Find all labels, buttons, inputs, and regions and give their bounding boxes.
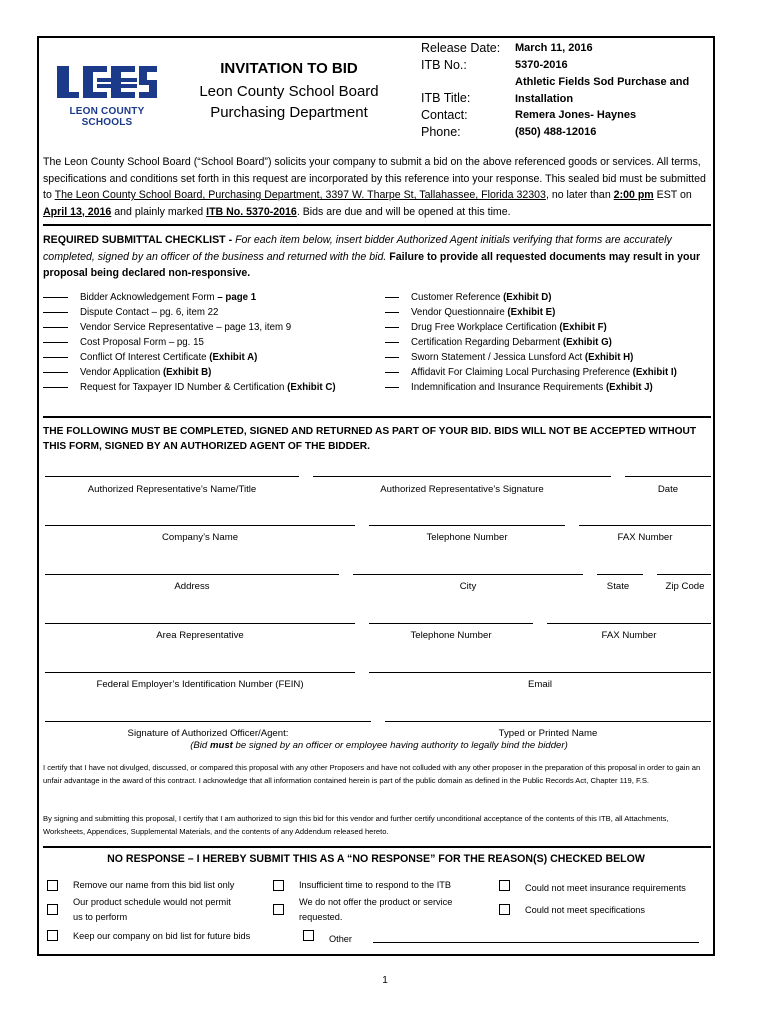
due-date: April 13, 2016 bbox=[43, 205, 112, 218]
no-response-option: Keep our company on bid list for future bids bbox=[73, 931, 251, 941]
officer-signature-line[interactable] bbox=[45, 721, 371, 722]
release-date-label: Release Date: bbox=[421, 41, 501, 55]
signature-note: (Bid must be signed by an officer or employee having authority to legally bind the bidder) bbox=[190, 740, 568, 751]
area-fax-label: FAX Number bbox=[601, 630, 657, 641]
area-telephone-label: Telephone Number bbox=[410, 630, 492, 641]
area-fax-line[interactable] bbox=[547, 623, 711, 624]
checklist-item: Indemnification and Insurance Requirements (Exhibit J) bbox=[385, 380, 677, 395]
itb-title-value-2: Installation bbox=[515, 93, 574, 105]
checklist-item: Certification Regarding Debarment (Exhibit G) bbox=[385, 335, 677, 350]
fax-label: FAX Number bbox=[617, 532, 673, 543]
telephone-label: Telephone Number bbox=[426, 532, 508, 543]
no-response-option: Remove our name from this bid list only bbox=[73, 880, 235, 890]
initial-blank[interactable] bbox=[43, 387, 68, 388]
intro-paragraph: The Leon County School Board (“School Board”) solicits your company to submit a bid on the above referenced goods or services. All terms, specifications and conditions set forth in this request are incorporated by this reference into your response. This sealed bid must be submitted to The Leon County School Board, Purchasing Department, 3397 W. Tharpe St, Tallahassee, Florida 32303, no later than 2:00 pm EST on April 13, 2016 and plainly marked ITB No. 5370-2016. Bids are due and will be opened at this time. bbox=[43, 156, 706, 218]
initial-blank[interactable] bbox=[43, 342, 68, 343]
officer-signature-label: Signature of Authorized Officer/Agent: bbox=[127, 728, 289, 739]
initial-blank[interactable] bbox=[43, 357, 68, 358]
checklist-item: Customer Reference (Exhibit D) bbox=[385, 290, 677, 305]
fein-label: Federal Employer’s Identification Number (FEIN) bbox=[96, 679, 304, 690]
checklist-item: Cost Proposal Form – pg. 15 bbox=[43, 335, 336, 350]
itb-no-value: 5370-2016 bbox=[515, 59, 568, 71]
checklist-right bbox=[385, 290, 677, 395]
initial-blank[interactable] bbox=[385, 312, 399, 313]
checklist-item: Affidavit For Claiming Local Purchasing Preference (Exhibit I) bbox=[385, 365, 677, 380]
city-label: City bbox=[459, 581, 477, 592]
checkbox-other[interactable] bbox=[303, 930, 314, 941]
typed-name-line[interactable] bbox=[385, 721, 711, 722]
itb-title-value-1: Athletic Fields Sod Purchase and bbox=[515, 76, 690, 88]
doc-title: INVITATION TO BID bbox=[220, 60, 358, 77]
no-response-option: requested. bbox=[299, 912, 343, 922]
state-line[interactable] bbox=[597, 574, 643, 575]
phone-label: Phone: bbox=[421, 125, 461, 139]
itb-marking: ITB No. 5370-2016 bbox=[206, 205, 297, 218]
no-response-title: NO RESPONSE – I HEREBY SUBMIT THIS AS A “NO RESPONSE” FOR THE REASON(S) CHECKED BELOW bbox=[107, 853, 645, 865]
other-reason-line[interactable] bbox=[373, 942, 699, 943]
certification-paragraph-2: By signing and submitting this proposal, I certify that I am authorized to sign this bid for this vendor and further certify unconditional acceptance of the contents of this ITB, all Attachments, Worksheets, Appendices, Supplemental Materials, and the contents of any Addendum released hereto. bbox=[43, 814, 669, 836]
checklist-item: Vendor Questionnaire (Exhibit E) bbox=[385, 305, 677, 320]
zip-line[interactable] bbox=[657, 574, 711, 575]
checklist-item: Request for Taxpayer ID Number & Certification (Exhibit C) bbox=[43, 380, 336, 395]
zip-label: Zip Code bbox=[665, 581, 705, 592]
rep-name-line[interactable] bbox=[45, 476, 299, 477]
area-telephone-line[interactable] bbox=[369, 623, 533, 624]
initial-blank[interactable] bbox=[385, 297, 399, 298]
checklist-item: Vendor Service Representative – page 13, item 9 bbox=[43, 320, 336, 335]
initial-blank[interactable] bbox=[385, 387, 399, 388]
checklist-item: Dispute Contact – pg. 6, item 22 bbox=[43, 305, 336, 320]
submission-address: The Leon County School Board, Purchasing Department, 3397 W. Tharpe St, Tallahassee, Florida 32303 bbox=[54, 189, 546, 201]
due-time: 2:00 pm bbox=[613, 189, 654, 201]
company-label: Company’s Name bbox=[161, 532, 239, 543]
divider bbox=[43, 224, 711, 226]
release-date-value: March 11, 2016 bbox=[515, 42, 593, 54]
no-response-option: Our product schedule would not permit bbox=[73, 897, 231, 907]
divider bbox=[43, 846, 711, 848]
no-response-option: Could not meet insurance requirements bbox=[525, 883, 686, 893]
checklist-item: Sworn Statement / Jessica Lunsford Act (Exhibit H) bbox=[385, 350, 677, 365]
email-label: Email bbox=[528, 679, 552, 690]
initial-blank[interactable] bbox=[43, 312, 68, 313]
address-line[interactable] bbox=[45, 574, 339, 575]
rep-name-label: Authorized Representative’s Name/Title bbox=[87, 484, 257, 495]
city-line[interactable] bbox=[353, 574, 583, 575]
date-line[interactable] bbox=[625, 476, 711, 477]
checklist-instructions: REQUIRED SUBMITTAL CHECKLIST - For each item below, insert bidder Authorized Agent initials verifying that forms are accurately completed, signed by an officer of the business and returned with the bid. Failure to provide all requested documents may result in your proposal being declared non-responsive. bbox=[43, 234, 701, 279]
initial-blank[interactable] bbox=[385, 372, 399, 373]
checkbox-remove-name[interactable] bbox=[47, 880, 58, 891]
email-line[interactable] bbox=[369, 672, 711, 673]
checklist-item: Bidder Acknowledgement Form – page 1 bbox=[43, 290, 336, 305]
checkbox-not-offered[interactable] bbox=[273, 904, 284, 915]
form-heading: THE FOLLOWING MUST BE COMPLETED, SIGNED AND RETURNED AS PART OF YOUR BID. BIDS WILL NOT BE ACCEPTED WITHOUT THIS FORM, SIGNED BY AN AUTHORIZED AGENT OF THE BIDDER. bbox=[43, 426, 697, 452]
logo-text: LEON COUNTY SCHOOLS bbox=[69, 106, 145, 128]
typed-name-label: Typed or Printed Name bbox=[498, 728, 598, 739]
checklist-item: Drug Free Workplace Certification (Exhibit F) bbox=[385, 320, 677, 335]
page-number: 1 bbox=[382, 975, 388, 986]
telephone-line[interactable] bbox=[369, 525, 565, 526]
certification-paragraph-1: I certify that I have not divulged, discussed, or compared this proposal with any other Proposers and have not colluded with any other proposer in the preparation of this proposal in order to gain an unfair advantage in the award of this contract. I acknowledge that all information contained herein is part of the public domain as defined in the Public Records Act, Chapter 119, F.S. bbox=[43, 763, 701, 785]
no-response-option: Other bbox=[329, 934, 352, 944]
checkbox-specifications[interactable] bbox=[499, 904, 510, 915]
contact-label: Contact: bbox=[421, 108, 468, 122]
initial-blank[interactable] bbox=[385, 342, 399, 343]
checkbox-keep-on-list[interactable] bbox=[47, 930, 58, 941]
department-name: Purchasing Department bbox=[210, 104, 368, 121]
address-label: Address bbox=[174, 581, 210, 592]
itb-no-label: ITB No.: bbox=[421, 58, 467, 72]
rep-signature-label: Authorized Representative’s Signature bbox=[380, 484, 544, 495]
checklist-item: Conflict Of Interest Certificate (Exhibit A) bbox=[43, 350, 336, 365]
initial-blank[interactable] bbox=[43, 297, 68, 298]
no-response-option: us to perform bbox=[73, 912, 128, 922]
rep-signature-line[interactable] bbox=[313, 476, 611, 477]
no-response-option: Insufficient time to respond to the ITB bbox=[299, 880, 452, 890]
divider bbox=[43, 416, 711, 418]
checkbox-product-schedule[interactable] bbox=[47, 904, 58, 915]
fax-line[interactable] bbox=[579, 525, 711, 526]
contact-value: Remera Jones- Haynes bbox=[515, 109, 637, 121]
area-rep-line[interactable] bbox=[45, 623, 355, 624]
initial-blank[interactable] bbox=[43, 372, 68, 373]
initial-blank[interactable] bbox=[43, 327, 68, 328]
initial-blank[interactable] bbox=[385, 327, 399, 328]
fein-line[interactable] bbox=[45, 672, 355, 673]
itb-title-label: ITB Title: bbox=[421, 91, 471, 105]
title-block bbox=[179, 60, 399, 123]
company-line[interactable] bbox=[45, 525, 355, 526]
date-label: Date bbox=[657, 484, 679, 495]
initial-blank[interactable] bbox=[385, 357, 399, 358]
phone-value: (850) 488-12016 bbox=[515, 126, 597, 138]
area-rep-label: Area Representative bbox=[156, 630, 244, 641]
no-response-option: Could not meet specifications bbox=[525, 905, 646, 915]
checkbox-insufficient-time[interactable] bbox=[273, 880, 284, 891]
checklist-item: Vendor Application (Exhibit B) bbox=[43, 365, 336, 380]
no-response-option: We do not offer the product or service bbox=[299, 897, 453, 907]
bid-form-page bbox=[37, 36, 715, 956]
checklist-left bbox=[43, 290, 336, 395]
state-label: State bbox=[606, 581, 630, 592]
checkbox-insurance[interactable] bbox=[499, 880, 510, 891]
org-name: Leon County School Board bbox=[199, 83, 379, 100]
